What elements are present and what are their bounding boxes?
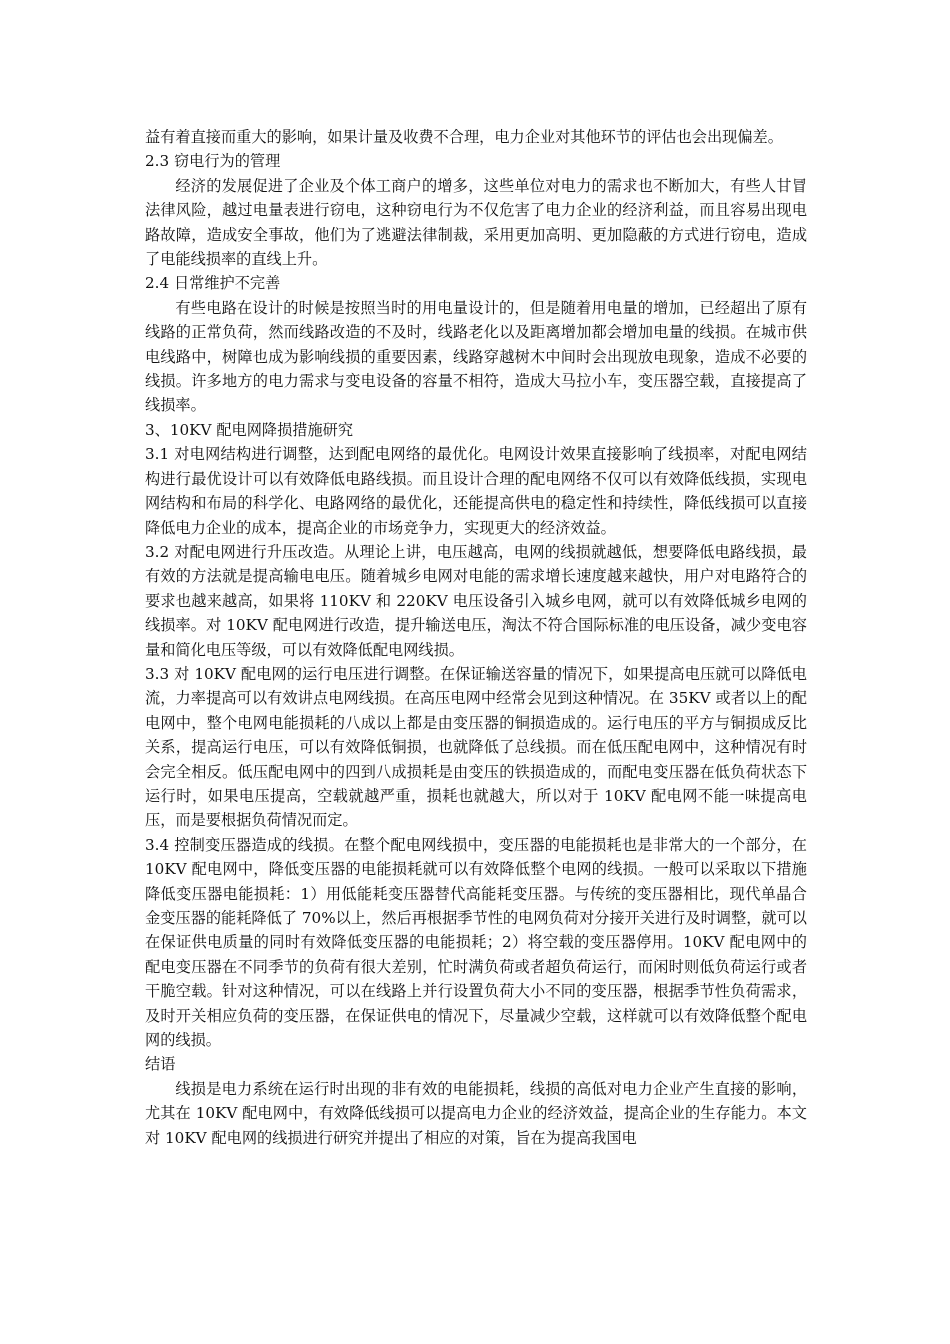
section-heading-3: 3、10KV 配电网降损措施研究 xyxy=(145,420,354,439)
paragraph-maintenance: 有些电路在设计的时候是按照当时的用电量设计的，但是随着用电量的增加，已经超出了原有线路的正常负荷，然而线路改造的不及时，线路老化以及距离增加都会增加电量的线损。在城市供电线路中，树障也成为影响线损的重要因素，线路穿越树木中间时会出现放电现象，造成不必要的线损。许多地方的电力需求与变电设备的容量不相符，造成大马拉小车，变压器空载，直接提高了线损率。 xyxy=(145,298,807,415)
paragraph-3-4: 3.4 控制变压器造成的线损。在整个配电网线损中，变压器的电能损耗也是非常大的一个部分，在 10KV 配电网中，降低变压器的电能损耗就可以有效降低整个电网的线损。一般可以采取以下措施降低变压器电能损耗：1）用低能耗变压器替代高能耗变压器。与传统的变压器相比，现代单晶合金变压器的能耗降低了 70%以上，然后再根据季节性的电网负荷对分接开关进行及时调整，就可以在保证供电质量的同时有效降低变压器的电能损耗；2）将空载的变压器停用。10KV 配电网中的配电变压器在不同季节的负荷有很大差别，忙时满负荷或者超负荷运行，而闲时则低负荷运行或者干脆空载。针对这种情况，可以在线路上并行设置负荷大小不同的变压器，根据季节性负荷需求，及时开关相应负荷的变压器，在保证供电的情况下，尽量减少空载，这样就可以有效降低整个配电网的线损。 xyxy=(145,835,807,1050)
paragraph-3-1: 3.1 对电网结构进行调整，达到配电网络的最优化。电网设计效果直接影响了线损率，对配电网结构进行最优设计可以有效降低电路线损。而且设计合理的配电网络不仅可以有效降低线损，实现电网结构和布局的科学化、电路网络的最优化，还能提高供电的稳定性和持续性，降低线损可以直接降低电力企业的成本，提高企业的市场竞争力，实现更大的经济效益。 xyxy=(145,445,807,537)
paragraph-3-2: 3.2 对配电网进行升压改造。从理论上讲，电压越高，电网的线损就越低，想要降低电路线损，最有效的方法就是提高输电电压。随着城乡电网对电能的需求增长速度越来越快，用户对电路符合的要求也越来越高，如果将 110KV 和 220KV 电压设备引入城乡电网，就可以有效降低城乡电网的线损率。对 10KV 配电网进行改造，提升输送电压，淘汰不符合国际标准的电压设备，减少变电容量和简化电压等级，可以有效降低配电网线损。 xyxy=(145,542,807,659)
section-heading-2-3: 2.3 窃电行为的管理 xyxy=(145,152,281,171)
section-heading-conclusion: 结语 xyxy=(145,1055,176,1074)
paragraph-conclusion: 线损是电力系统在运行时出现的非有效的电能损耗，线损的高低对电力企业产生直接的影响，尤其在 10KV 配电网中，有效降低线损可以提高电力企业的经济效益，提高企业的生存能力。本文对 10KV 配电网的线损进行研究并提出了相应的对策，旨在为提高我国电 xyxy=(145,1079,807,1147)
paragraph-continuation: 益有着直接而重大的影响，如果计量及收费不合理，电力企业对其他环节的评估也会出现偏差。 xyxy=(145,128,783,146)
paragraph-electricity-theft: 经济的发展促进了企业及个体工商户的增多，这些单位对电力的需求也不断加大，有些人甘冒法律风险，越过电量表进行窃电，这种窃电行为不仅危害了电力企业的经济利益，而且容易出现电路故障，造成安全事故，他们为了逃避法律制裁，采用更加高明、更加隐蔽的方式进行窃电，造成了电能线损率的直线上升。 xyxy=(145,176,807,269)
document-body xyxy=(145,125,807,1150)
paragraph-3-3: 3.3 对 10KV 配电网的运行电压进行调整。在保证输送容量的情况下，如果提高电压就可以降低电流，力率提高可以有效讲点电网线损。在高压电网中经常会见到这种情况。在 35KV 或者以上的配电网中，整个电网电能损耗的八成以上都是由变压器的铜损造成的。运行电压的平方与铜损成反比关系，提高运行电压，可以有效降低铜损，也就降低了总线损。而在低压配电网中，这种情况有时会完全相反。低压配电网中的四到八成损耗是由变压的铁损造成的，而配电变压器在低负荷状态下运行时，如果电压提高，空载就越严重，损耗也就越大，所以对于 10KV 配电网不能一味提高电压，而是要根据负荷情况而定。 xyxy=(145,664,807,830)
section-heading-2-4: 2.4 日常维护不完善 xyxy=(145,274,281,293)
